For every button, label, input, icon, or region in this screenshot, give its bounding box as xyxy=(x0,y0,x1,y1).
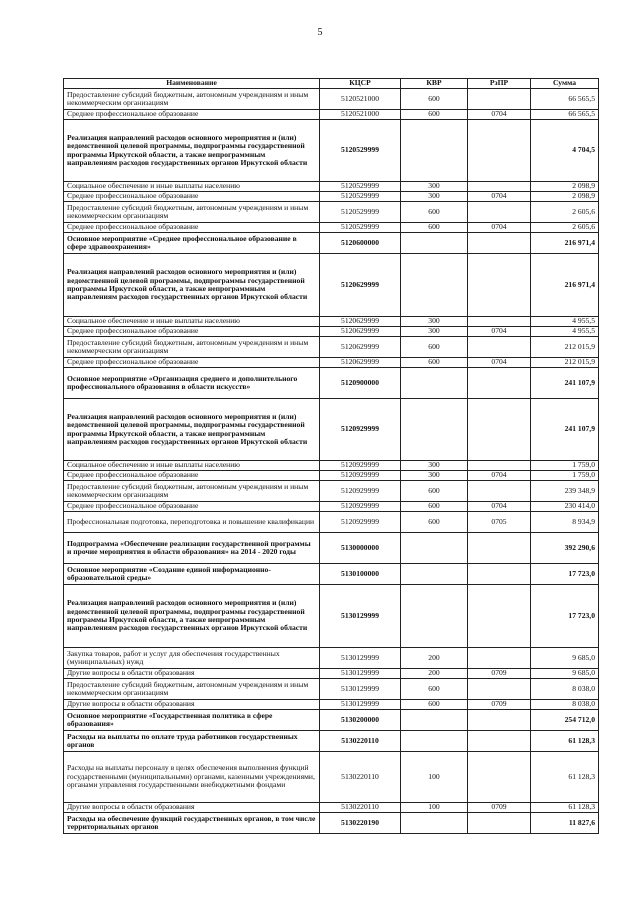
cell-code: 5130129999 xyxy=(320,669,401,679)
cell-kvr: 600 xyxy=(401,110,468,120)
cell-kvr xyxy=(401,399,468,461)
cell-name: Среднее профессиональное образование xyxy=(64,358,320,368)
cell-code: 5130129999 xyxy=(320,679,401,700)
cell-rzpr xyxy=(468,120,531,182)
cell-sum: 61 128,3 xyxy=(531,731,599,752)
cell-name: Основное мероприятие «Среднее профессиональное образование в сфере здравоохранения» xyxy=(64,233,320,254)
cell-rzpr xyxy=(468,89,531,110)
cell-sum: 241 107,9 xyxy=(531,399,599,461)
cell-name: Предоставление субсидий бюджетным, автономным учреждениям и иным некоммерческим организациям xyxy=(64,89,320,110)
table-row xyxy=(64,223,599,233)
cell-sum: 61 128,3 xyxy=(531,803,599,813)
table-row xyxy=(64,648,599,669)
table-row xyxy=(64,254,599,317)
table-row xyxy=(64,461,599,471)
cell-code: 5120600000 xyxy=(320,233,401,254)
table-body xyxy=(64,89,599,834)
cell-kvr: 600 xyxy=(401,89,468,110)
cell-name: Предоставление субсидий бюджетным, автономным учреждениям и иным некоммерческим организациям xyxy=(64,679,320,700)
cell-code: 5120521000 xyxy=(320,89,401,110)
cell-rzpr xyxy=(468,182,531,192)
cell-kvr: 600 xyxy=(401,481,468,502)
cell-rzpr xyxy=(468,533,531,564)
cell-sum: 4 704,5 xyxy=(531,120,599,182)
cell-kvr xyxy=(401,120,468,182)
cell-code: 5130129999 xyxy=(320,585,401,648)
cell-code: 5120629999 xyxy=(320,254,401,317)
cell-code: 5120629999 xyxy=(320,337,401,358)
cell-rzpr xyxy=(468,710,531,731)
table-row xyxy=(64,233,599,254)
cell-name: Другие вопросы в области образования xyxy=(64,803,320,813)
cell-name: Другие вопросы в области образования xyxy=(64,700,320,710)
cell-kvr xyxy=(401,233,468,254)
cell-rzpr: 0709 xyxy=(468,669,531,679)
cell-name: Профессиональная подготовка, переподготовка и повышение квалификации xyxy=(64,512,320,533)
cell-name: Основное мероприятие «Государственная политика в сфере образования» xyxy=(64,710,320,731)
cell-kvr: 600 xyxy=(401,337,468,358)
cell-rzpr: 0704 xyxy=(468,110,531,120)
cell-name: Среднее профессиональное образование xyxy=(64,223,320,233)
header-sum: Сумма xyxy=(531,79,599,89)
cell-code: 5130129999 xyxy=(320,648,401,669)
cell-sum: 2 098,9 xyxy=(531,192,599,202)
table-row xyxy=(64,481,599,502)
cell-code: 5130129999 xyxy=(320,700,401,710)
cell-name: Реализация направлений расходов основного мероприятия и (или) ведомственной целевой программы, подпрограммы государственной программы Иркутской области, а также непрограммным направлениям расходов государственных органов Иркутской области xyxy=(64,585,320,648)
cell-kvr xyxy=(401,585,468,648)
cell-code: 5120629999 xyxy=(320,317,401,327)
cell-code: 5130220110 xyxy=(320,803,401,813)
cell-name: Среднее профессиональное образование xyxy=(64,110,320,120)
cell-sum: 4 955,5 xyxy=(531,327,599,337)
table-row xyxy=(64,533,599,564)
cell-kvr: 600 xyxy=(401,358,468,368)
header-code: КЦСР xyxy=(320,79,401,89)
cell-code: 5120929999 xyxy=(320,512,401,533)
cell-name: Расходы на выплаты персоналу в целях обеспечения выполнения функций государственными (муниципальными) органами, казенными учреждениями, органами управления государственными внебюджетными фондами xyxy=(64,752,320,803)
table-row xyxy=(64,679,599,700)
cell-code: 5130220110 xyxy=(320,752,401,803)
cell-sum: 239 348,9 xyxy=(531,481,599,502)
cell-kvr xyxy=(401,368,468,399)
cell-kvr xyxy=(401,564,468,585)
cell-rzpr xyxy=(468,731,531,752)
cell-name: Среднее профессиональное образование xyxy=(64,502,320,512)
cell-code: 5120529999 xyxy=(320,182,401,192)
cell-sum: 2 605,6 xyxy=(531,223,599,233)
cell-rzpr xyxy=(468,648,531,669)
table-row xyxy=(64,813,599,834)
table-row xyxy=(64,192,599,202)
cell-code: 5130200000 xyxy=(320,710,401,731)
cell-rzpr xyxy=(468,813,531,834)
cell-name: Среднее профессиональное образование xyxy=(64,327,320,337)
cell-kvr: 600 xyxy=(401,502,468,512)
cell-rzpr: 0704 xyxy=(468,502,531,512)
cell-sum: 4 955,5 xyxy=(531,317,599,327)
cell-name: Подпрограмма «Обеспечение реализации государственной программы и прочие мероприятия в области образования» на 2014 - 2020 годы xyxy=(64,533,320,564)
cell-rzpr: 0704 xyxy=(468,471,531,481)
table-row xyxy=(64,110,599,120)
cell-code: 5120900000 xyxy=(320,368,401,399)
cell-sum: 8 934,9 xyxy=(531,512,599,533)
table-row xyxy=(64,502,599,512)
cell-sum: 8 038,0 xyxy=(531,679,599,700)
table-row xyxy=(64,512,599,533)
cell-sum: 212 015,9 xyxy=(531,358,599,368)
cell-kvr: 300 xyxy=(401,192,468,202)
cell-code: 5130100000 xyxy=(320,564,401,585)
cell-sum: 11 827,6 xyxy=(531,813,599,834)
cell-name: Закупка товаров, работ и услуг для обеспечения государственных (муниципальных) нужд xyxy=(64,648,320,669)
cell-rzpr: 0704 xyxy=(468,358,531,368)
table-row xyxy=(64,564,599,585)
cell-name: Предоставление субсидий бюджетным, автономным учреждениям и иным некоммерческим организациям xyxy=(64,481,320,502)
cell-rzpr xyxy=(468,461,531,471)
cell-kvr: 300 xyxy=(401,461,468,471)
table-row xyxy=(64,368,599,399)
cell-code: 5120529999 xyxy=(320,223,401,233)
cell-code: 5120629999 xyxy=(320,358,401,368)
cell-rzpr xyxy=(468,679,531,700)
cell-rzpr xyxy=(468,752,531,803)
cell-kvr xyxy=(401,813,468,834)
table-row xyxy=(64,327,599,337)
cell-name: Социальное обеспечение и иные выплаты населению xyxy=(64,182,320,192)
cell-sum: 216 971,4 xyxy=(531,254,599,317)
cell-rzpr xyxy=(468,368,531,399)
cell-rzpr xyxy=(468,585,531,648)
cell-code: 5120929999 xyxy=(320,399,401,461)
table-row xyxy=(64,710,599,731)
cell-kvr: 600 xyxy=(401,700,468,710)
cell-kvr: 300 xyxy=(401,471,468,481)
cell-kvr: 600 xyxy=(401,202,468,223)
cell-rzpr: 0709 xyxy=(468,700,531,710)
table-row xyxy=(64,120,599,182)
table-row xyxy=(64,317,599,327)
cell-name: Реализация направлений расходов основного мероприятия и (или) ведомственной целевой программы, подпрограммы государственной программы Иркутской области, а также непрограммным направлениям расходов государственных органов Иркутской области xyxy=(64,399,320,461)
table-row xyxy=(64,803,599,813)
header-kvr: КВР xyxy=(401,79,468,89)
cell-name: Социальное обеспечение и иные выплаты населению xyxy=(64,461,320,471)
cell-sum: 230 414,0 xyxy=(531,502,599,512)
cell-name: Среднее профессиональное образование xyxy=(64,471,320,481)
cell-sum: 8 038,0 xyxy=(531,700,599,710)
cell-kvr: 300 xyxy=(401,327,468,337)
cell-rzpr: 0704 xyxy=(468,192,531,202)
cell-name: Реализация направлений расходов основного мероприятия и (или) ведомственной целевой программы, подпрограммы государственной программы Иркутской области, а также непрограммным направлениям расходов государственных органов Иркутской области xyxy=(64,120,320,182)
cell-kvr: 600 xyxy=(401,512,468,533)
cell-code: 5120529999 xyxy=(320,120,401,182)
table-row xyxy=(64,752,599,803)
cell-rzpr: 0704 xyxy=(468,327,531,337)
cell-sum: 9 685,0 xyxy=(531,669,599,679)
cell-sum: 2 605,6 xyxy=(531,202,599,223)
cell-sum: 241 107,9 xyxy=(531,368,599,399)
cell-rzpr xyxy=(468,481,531,502)
cell-sum: 1 759,0 xyxy=(531,471,599,481)
page-number: 5 xyxy=(317,27,323,38)
cell-rzpr: 0709 xyxy=(468,803,531,813)
cell-sum: 9 685,0 xyxy=(531,648,599,669)
cell-kvr xyxy=(401,533,468,564)
cell-rzpr: 0705 xyxy=(468,512,531,533)
cell-sum: 254 712,0 xyxy=(531,710,599,731)
cell-sum: 17 723,0 xyxy=(531,585,599,648)
cell-code: 5130000000 xyxy=(320,533,401,564)
cell-rzpr xyxy=(468,399,531,461)
cell-code: 5120929999 xyxy=(320,471,401,481)
cell-name: Другие вопросы в области образования xyxy=(64,669,320,679)
table-row xyxy=(64,202,599,223)
cell-code: 5120521000 xyxy=(320,110,401,120)
table-row xyxy=(64,669,599,679)
cell-kvr xyxy=(401,710,468,731)
cell-name: Основное мероприятие «Организация среднего и дополнительного профессионального образования в области искусств» xyxy=(64,368,320,399)
table-row xyxy=(64,471,599,481)
cell-code: 5130220110 xyxy=(320,731,401,752)
cell-rzpr xyxy=(468,317,531,327)
cell-rzpr xyxy=(468,202,531,223)
header-rzpr: РзПР xyxy=(468,79,531,89)
cell-sum: 66 565,5 xyxy=(531,89,599,110)
cell-rzpr: 0704 xyxy=(468,223,531,233)
budget-table xyxy=(63,78,599,834)
table-row xyxy=(64,182,599,192)
cell-kvr: 600 xyxy=(401,223,468,233)
cell-kvr xyxy=(401,731,468,752)
cell-sum: 216 971,4 xyxy=(531,233,599,254)
table-row xyxy=(64,358,599,368)
table-row xyxy=(64,399,599,461)
cell-kvr: 600 xyxy=(401,679,468,700)
cell-kvr: 200 xyxy=(401,669,468,679)
table-row xyxy=(64,89,599,110)
cell-code: 5130220190 xyxy=(320,813,401,834)
cell-code: 5120929999 xyxy=(320,502,401,512)
cell-kvr: 100 xyxy=(401,752,468,803)
cell-code: 5120929999 xyxy=(320,481,401,502)
cell-kvr: 200 xyxy=(401,648,468,669)
cell-name: Расходы на выплаты по оплате труда работников государственных органов xyxy=(64,731,320,752)
cell-sum: 66 565,5 xyxy=(531,110,599,120)
cell-rzpr xyxy=(468,254,531,317)
cell-rzpr xyxy=(468,233,531,254)
table-row xyxy=(64,585,599,648)
cell-kvr: 100 xyxy=(401,803,468,813)
cell-name: Предоставление субсидий бюджетным, автономным учреждениям и иным некоммерческим организациям xyxy=(64,202,320,223)
cell-sum: 61 128,3 xyxy=(531,752,599,803)
cell-name: Основное мероприятие «Создание единой информационно-образовательной среды» xyxy=(64,564,320,585)
cell-name: Реализация направлений расходов основного мероприятия и (или) ведомственной целевой программы, подпрограммы государственной программы Иркутской области, а также непрограммным направлениям расходов государственных органов Иркутской области xyxy=(64,254,320,317)
cell-sum: 212 015,9 xyxy=(531,337,599,358)
cell-code: 5120529999 xyxy=(320,192,401,202)
cell-code: 5120929999 xyxy=(320,461,401,471)
cell-code: 5120629999 xyxy=(320,327,401,337)
table-row xyxy=(64,337,599,358)
cell-name: Расходы на обеспечение функций государственных органов, в том числе территориальных органов xyxy=(64,813,320,834)
cell-kvr xyxy=(401,254,468,317)
header-name: Наименование xyxy=(64,79,320,89)
cell-sum: 2 098,9 xyxy=(531,182,599,192)
cell-rzpr xyxy=(468,564,531,585)
table-row xyxy=(64,731,599,752)
cell-sum: 392 290,6 xyxy=(531,533,599,564)
table-header xyxy=(64,79,599,89)
cell-code: 5120529999 xyxy=(320,202,401,223)
cell-kvr: 300 xyxy=(401,317,468,327)
cell-name: Среднее профессиональное образование xyxy=(64,192,320,202)
table-row xyxy=(64,700,599,710)
cell-kvr: 300 xyxy=(401,182,468,192)
cell-rzpr xyxy=(468,337,531,358)
cell-name: Социальное обеспечение и иные выплаты населению xyxy=(64,317,320,327)
cell-sum: 1 759,0 xyxy=(531,461,599,471)
cell-sum: 17 723,0 xyxy=(531,564,599,585)
cell-name: Предоставление субсидий бюджетным, автономным учреждениям и иным некоммерческим организациям xyxy=(64,337,320,358)
